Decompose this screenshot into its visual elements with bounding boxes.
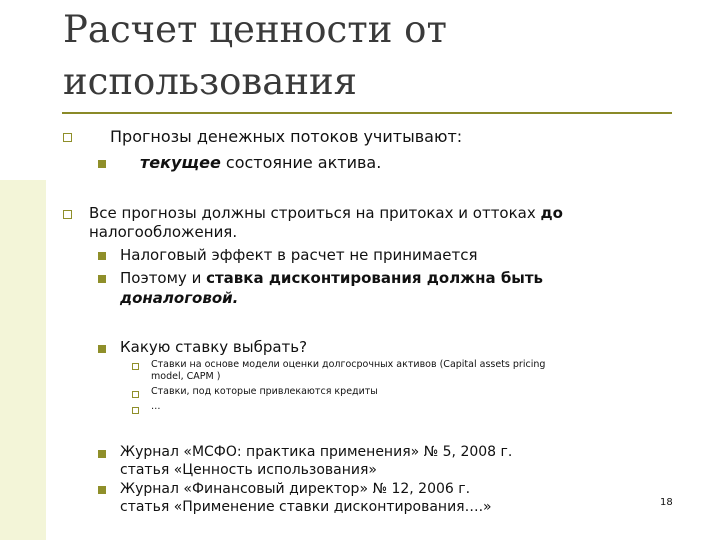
filled-square-bullet-icon	[98, 160, 106, 168]
reference-2-line1: Журнал «Финансовый директор» № 12, 2006 г.	[120, 481, 471, 497]
filled-square-bullet-icon	[98, 252, 106, 260]
reference-2-line2: статья «Применение ставки дисконтирования….»	[120, 499, 492, 515]
bullet2-line1	[89, 203, 563, 224]
bullet2-sub2-bold: ставка дисконтирования должна быть	[206, 269, 544, 287]
bullet1-sub	[140, 152, 381, 173]
bullet2-sub3: Какую ставку выбрать?	[120, 338, 308, 356]
bullet2-line1-text: Все прогнозы должны строиться на притоках и оттоках	[89, 204, 541, 222]
bullet2-sub2	[120, 268, 543, 289]
title-line-1: Расчет ценности от	[63, 8, 447, 51]
left-decorative-bar	[0, 180, 46, 540]
hollow-square-bullet-icon	[63, 210, 72, 219]
bullet1-sub-rest: состояние актива.	[220, 153, 382, 172]
rate-option-1-line1: Ставки на основе модели оценки долгосрочных активов (Capital assets pricing	[151, 359, 546, 370]
small-hollow-bullet-icon	[132, 391, 139, 398]
bullet2-line2: налогообложения.	[89, 223, 238, 241]
rate-option-3: …	[151, 401, 161, 412]
reference-1-line2: статья «Ценность использования»	[120, 462, 377, 478]
slide-title	[63, 4, 663, 108]
bullet1-text: Прогнозы денежных потоков учитывают:	[110, 127, 463, 146]
hollow-square-bullet-icon	[63, 133, 72, 142]
rate-option-2: Ставки, под которые привлекаются кредиты	[151, 386, 378, 397]
bullet2-sub1: Налоговый эффект в расчет не принимается	[120, 246, 478, 264]
filled-square-bullet-icon	[98, 450, 106, 458]
emph-current: текущее	[140, 153, 221, 172]
filled-square-bullet-icon	[98, 345, 106, 353]
bullet2-sub2-pre: Поэтому и	[120, 269, 207, 287]
reference-1-line1: Журнал «МСФО: практика применения» № 5, 2008 г.	[120, 444, 513, 460]
rate-option-1-line2: model, CAPM )	[151, 371, 221, 382]
bullet2-sub2-line2: доналоговой.	[120, 289, 239, 307]
bullet2-line1-bold: до	[540, 204, 563, 222]
small-hollow-bullet-icon	[132, 363, 139, 370]
filled-square-bullet-icon	[98, 486, 106, 494]
title-line-2: использования	[63, 60, 357, 103]
filled-square-bullet-icon	[98, 275, 106, 283]
page-number: 18	[660, 497, 673, 508]
title-underline	[62, 112, 672, 114]
small-hollow-bullet-icon	[132, 407, 139, 414]
